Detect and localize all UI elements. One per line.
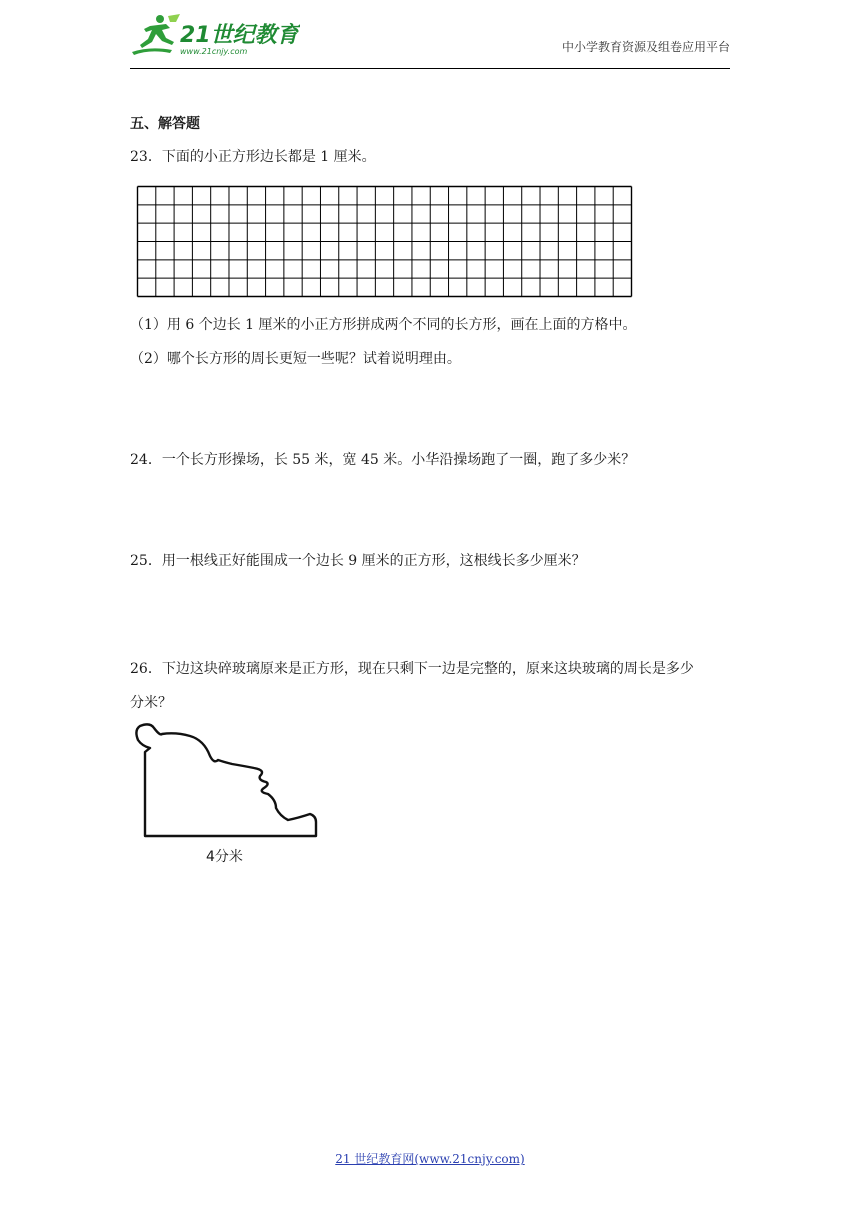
question-25 (130, 551, 586, 571)
question-number: 24． (130, 452, 162, 468)
question-23-part-2: （2）哪个长方形的周长更短一些呢？试着说明理由。 (130, 351, 461, 367)
question-number: 23． (130, 149, 162, 165)
broken-glass-figure (128, 718, 328, 847)
question-number: 25． (130, 553, 162, 569)
site-logo[interactable] (130, 12, 300, 64)
header-divider (130, 68, 730, 69)
question-24 (130, 450, 635, 470)
question-text: 一个长方形操场，长 55 米，宽 45 米。小华沿操场跑了一圈，跑了多少米？ (161, 452, 636, 468)
logo-url: www.21cnjy.com (180, 47, 248, 56)
question-text: 用一根线正好能围成一个边长 9 厘米的正方形，这根线长多少厘米？ (161, 553, 586, 569)
question-number: 26． (130, 661, 162, 677)
question-text: 下面的小正方形边长都是 1 厘米。 (161, 149, 376, 165)
side-length-label: 4分米 (206, 849, 243, 865)
question-23-part-1: （1）用 6 个边长 1 厘米的小正方形拼成两个不同的长方形，画在上面的方格中。 (130, 317, 637, 333)
page-footer (0, 1150, 860, 1167)
question-text: 下边这块碎玻璃原来是正方形，现在只剩下一边是完整的，原来这块玻璃的周长是多少 (161, 661, 694, 677)
question-23 (130, 147, 376, 167)
question-26 (130, 652, 694, 720)
page-header (130, 12, 730, 70)
question-text-continued: 分米？ (130, 695, 172, 711)
footer-link[interactable]: 21 世纪教育网(www.21cnjy.com) (335, 1152, 525, 1166)
section-title: 五、解答题 (130, 116, 200, 132)
square-grid[interactable] (136, 185, 634, 303)
logo-text: 21世纪教育 (180, 23, 299, 48)
platform-name: 中小学教育资源及组卷应用平台 (561, 40, 730, 54)
